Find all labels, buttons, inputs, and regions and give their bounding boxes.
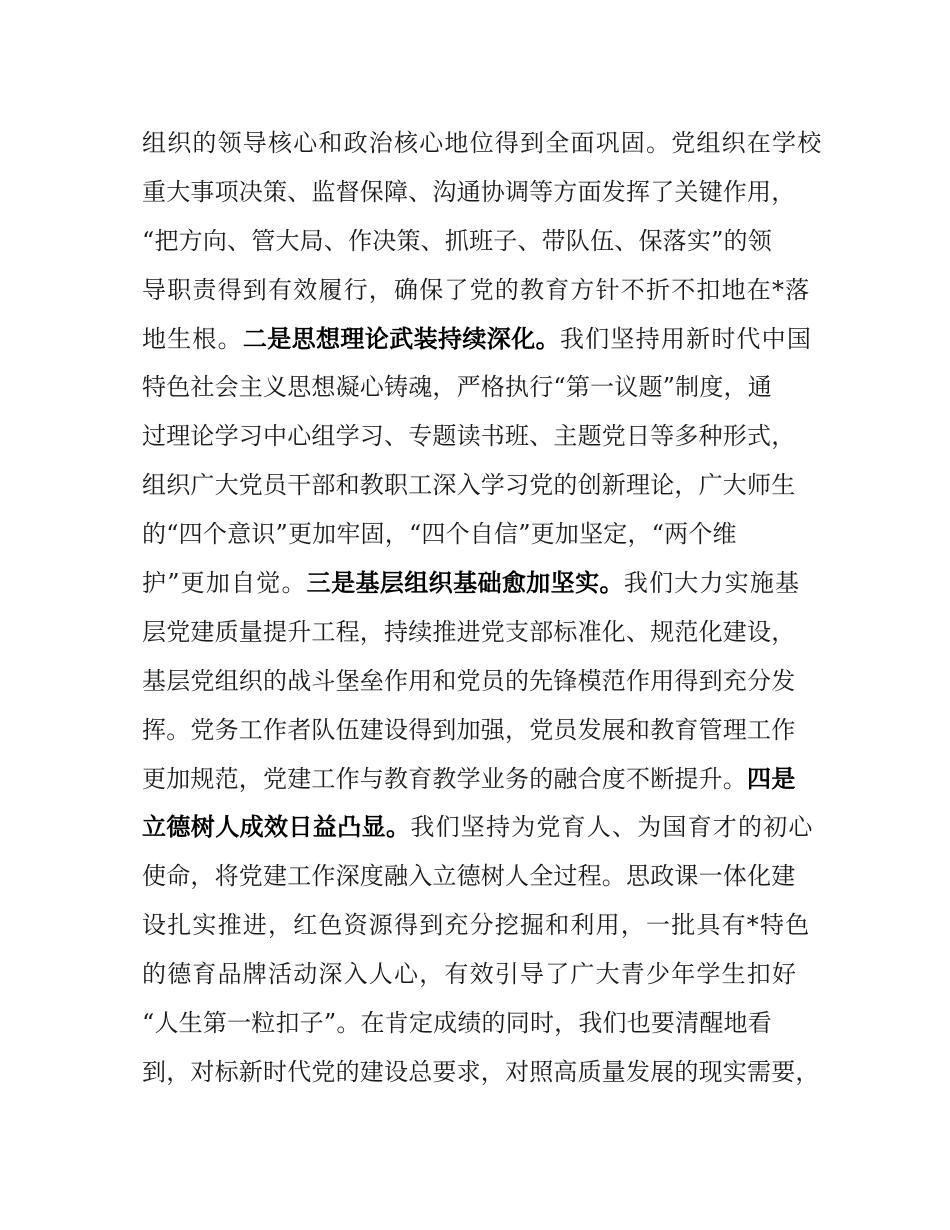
line-text: 更加规范，党建工作与教育教学业务的融合度不断提升。	[142, 764, 747, 793]
paragraph-line	[142, 266, 822, 315]
line-text: “把方向、管大局、作决策、抓班子、带队伍、保落实”的领	[142, 226, 772, 255]
line-text: 到，对标新时代党的建设总要求，对照高质量发展的现实需要，	[142, 1057, 820, 1086]
line-text: 的“四个意识”更加牢固，“四个自信”更加坚定，“两个维	[142, 520, 737, 549]
line-text: 我们坚持用新时代中国	[560, 324, 813, 353]
paragraph-line	[142, 706, 822, 755]
body-paragraph	[142, 119, 822, 1097]
section-heading-2: 二是思想理论武装持续深化。	[242, 324, 561, 353]
section-heading-3: 三是基层组织基础愈加坚实。	[306, 569, 624, 598]
line-text: 组织广大党员干部和教职工深入学习党的创新理论，广大师生	[142, 471, 796, 500]
paragraph-line	[142, 217, 822, 266]
paragraph-line	[142, 363, 822, 412]
paragraph-line	[142, 168, 822, 217]
section-heading-4-cont: 立德树人成效日益凸显。	[142, 813, 411, 842]
paragraph-line	[142, 755, 822, 804]
section-heading-4: 四是	[747, 764, 796, 793]
paragraph-line	[142, 510, 822, 559]
paragraph-line	[142, 412, 822, 461]
paragraph-line	[142, 901, 822, 950]
line-text: 的德育品牌活动深入人心，有效引导了广大青少年学生扣好	[142, 960, 798, 989]
line-text: 使命，将党建工作深度融入立德树人全过程。思政课一体化建	[142, 862, 796, 891]
line-text: 重大事项决策、监督保障、沟通协调等方面发挥了关键作用，	[142, 177, 796, 206]
paragraph-line	[142, 559, 822, 608]
paragraph-line	[142, 852, 822, 901]
paragraph-line	[142, 315, 822, 364]
line-text: “人生第一粒扣子”。在肯定成绩的同时，我们也要清醒地看	[142, 1009, 772, 1038]
paragraph-line	[142, 461, 822, 510]
line-text: 组织的领导核心和政治核心地位得到全面巩固。党组织在学校	[142, 129, 823, 157]
paragraph-line	[142, 999, 822, 1048]
line-text: 层党建质量提升工程，持续推进党支部标准化、规范化建设，	[142, 617, 796, 646]
line-text: 我们大力实施基	[623, 569, 801, 598]
paragraph-line	[142, 608, 822, 657]
line-text: 挥。党务工作者队伍建设得到加强，党员发展和教育管理工作	[142, 715, 796, 744]
line-text: 导职责得到有效履行，确保了党的教育方针不折不扣地在*落	[142, 275, 811, 304]
line-text: 特色社会主义思想凝心铸魂，严格执行“第一议题”制度，通	[142, 373, 772, 402]
line-text: 设扎实推进，红色资源得到充分挖掘和利用，一批具有*特色	[142, 911, 811, 940]
line-text: 过理论学习中心组学习、专题读书班、主题党日等多种形式，	[142, 422, 796, 451]
line-text: 护”更加自觉。	[142, 569, 307, 598]
paragraph-line	[142, 119, 822, 168]
paragraph-line	[142, 950, 822, 999]
line-text: 我们坚持为党育人、为国育才的初心	[410, 813, 814, 842]
paragraph-line	[142, 657, 822, 706]
line-text: 地生根。	[142, 324, 243, 353]
paragraph-line	[142, 803, 822, 852]
paragraph-line	[142, 1048, 822, 1097]
line-text: 基层党组织的战斗堡垒作用和党员的先锋模范作用得到充分发	[142, 666, 796, 695]
